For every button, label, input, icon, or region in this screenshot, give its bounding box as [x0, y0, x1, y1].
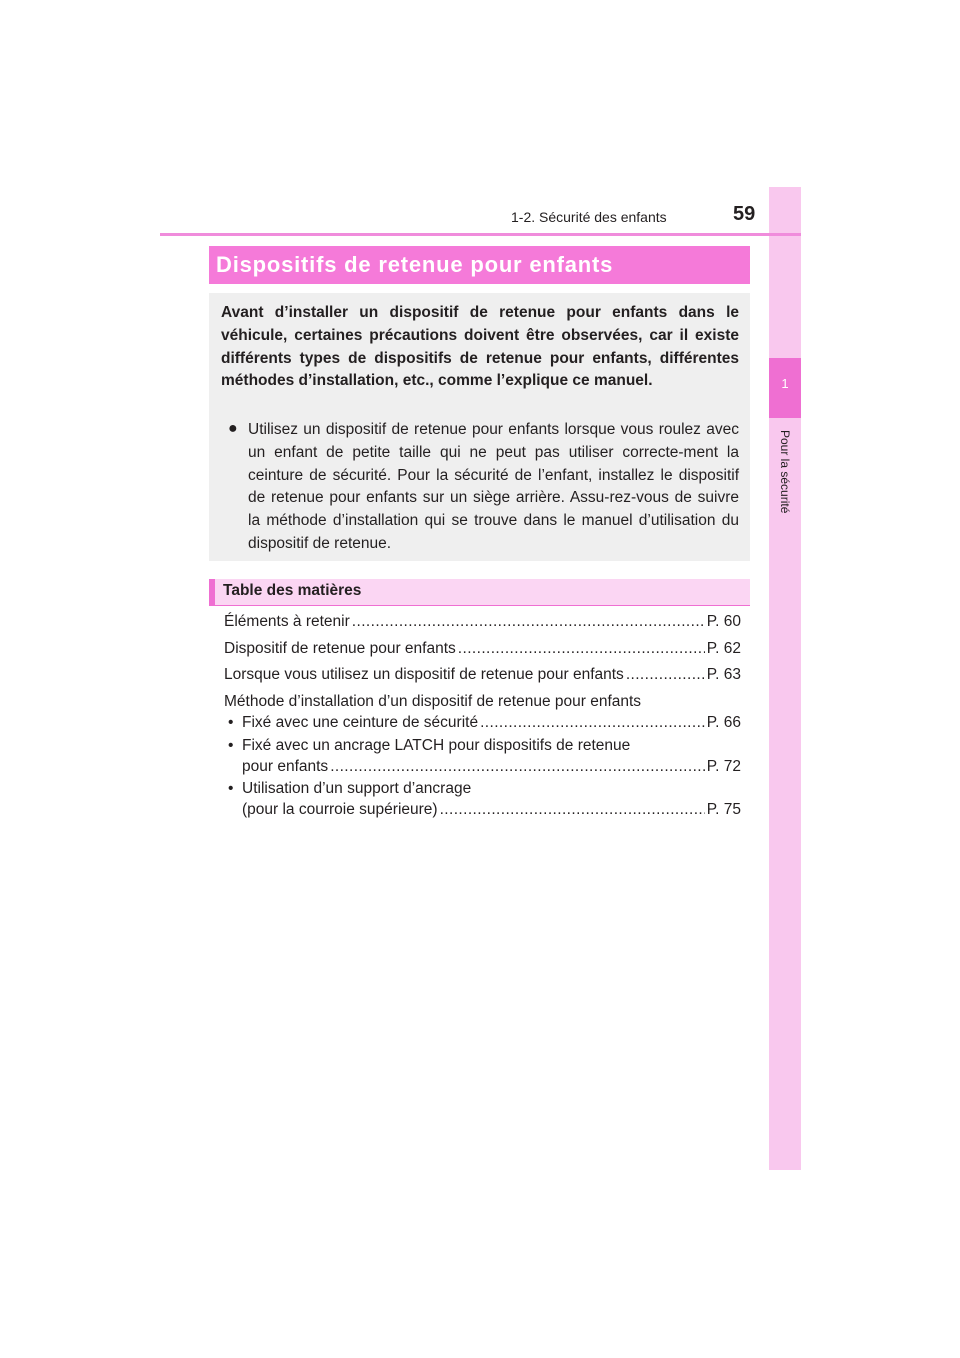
toc-rule — [209, 605, 750, 606]
toc-entry-label: Éléments à retenir — [224, 613, 350, 630]
toc-entry-page: P. 72 — [706, 758, 741, 775]
toc-sub-bullet: • — [228, 737, 234, 754]
toc-leader-dots — [626, 665, 705, 685]
toc-sub-entry-line1: Fixé avec un ancrage LATCH pour dispositifs de retenue — [242, 737, 631, 754]
side-tab-number: 1 — [781, 376, 789, 391]
toc-sub-bullet: • — [228, 780, 234, 797]
header-rule — [160, 233, 801, 236]
toc-sub-entry[interactable] — [242, 757, 741, 777]
toc-entry-page: P. 60 — [706, 613, 741, 630]
intro-text: Avant d’installer un dispositif de retenue pour enfants dans le véhicule, certaines précautions doivent être observées, car il existe différents types de dispositifs de retenue pour enfants, différentes méthodes d’installation, etc., comme l’explique ce manuel. — [221, 304, 739, 390]
side-tab-strip — [769, 187, 801, 1170]
intro-bullet-text: Utilisez un dispositif de retenue pour enfants lorsque vous roulez avec un enfant de petite taille qui ne peut pas utiliser correcte-ment la ceinture de sécurité. Pour la sécurité de l’enfant, installez le dispositif de retenue pour enfants sur un siège arrière. Assu-rez-vous de suivre la méthode d’installation qui se trouve dans le manuel d’utilisation du dispositif de retenue. — [248, 421, 739, 552]
toc-sub-bullet: • — [228, 714, 234, 731]
toc-leader-dots — [458, 639, 705, 659]
toc-group-label: Méthode d’installation d’un dispositif de retenue pour enfants — [224, 693, 642, 710]
toc-leader-dots — [480, 713, 705, 733]
toc-entry-page: P. 75 — [706, 801, 741, 818]
toc-entry[interactable] — [224, 665, 741, 685]
bullet-icon: ● — [228, 420, 238, 437]
toc-entry-label: Lorsque vous utilisez un dispositif de retenue pour enfants — [224, 666, 624, 683]
toc-entry-label: Fixé avec une ceinture de sécurité — [242, 714, 479, 731]
toc-leader-dots — [440, 800, 705, 820]
toc-leader-dots — [352, 612, 705, 632]
toc-entry-page: P. 66 — [706, 714, 741, 731]
toc-entry-label: Dispositif de retenue pour enfants — [224, 640, 456, 657]
side-tab-label: Pour la sécurité — [778, 430, 792, 514]
toc-heading-accent — [209, 579, 215, 605]
toc-sub-entry[interactable] — [242, 800, 741, 820]
toc-entry-page: P. 62 — [706, 640, 741, 657]
toc-sub-entry-line1: Utilisation d’un support d’ancrage — [242, 780, 472, 797]
section-reference: 1-2. Sécurité des enfants — [511, 209, 667, 225]
toc-entry-page: P. 63 — [706, 666, 741, 683]
toc-sub-entry[interactable] — [242, 713, 741, 733]
page-number: 59 — [733, 203, 756, 225]
toc-entry[interactable] — [224, 612, 741, 632]
toc-entry[interactable] — [224, 639, 741, 659]
toc-entry-label: (pour la courroie supérieure) — [242, 801, 438, 818]
page-title: Dispositifs de retenue pour enfants — [216, 252, 614, 277]
toc-heading: Table des matières — [223, 582, 362, 599]
toc-entry-label: pour enfants — [242, 758, 329, 775]
toc-leader-dots — [330, 757, 705, 777]
